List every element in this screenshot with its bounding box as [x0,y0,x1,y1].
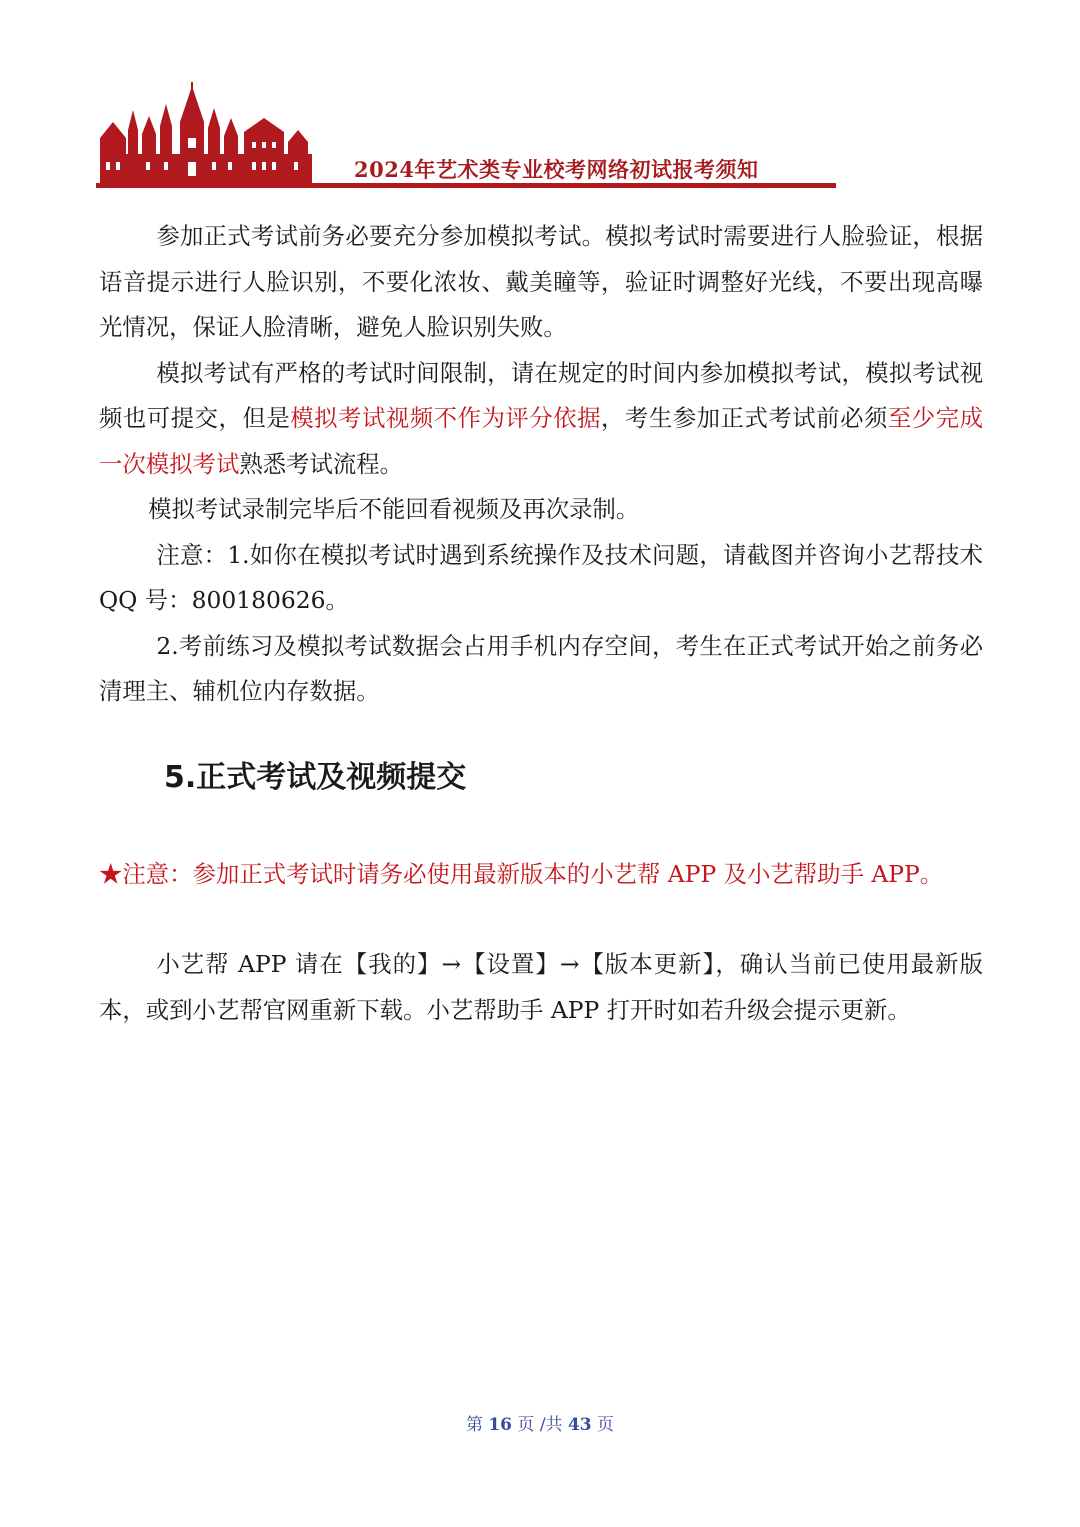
paragraph-text: ，考生参加正式考试前必须 [601,404,888,432]
paragraph-update-instructions: 小艺帮 APP 请在【我的】→【设置】→【版本更新】，确认当前已使用最新版本，或到小艺帮官网重新下载。小艺帮助手 APP 打开时如若升级会提示更新。 [99,950,983,1024]
paragraph-text: 熟悉考试流程。 [239,449,404,478]
paragraph-mock-exam-time-limit [99,351,983,488]
paragraph-text: 注意：1.如你在模拟考试时遇到系统操作及技术问题，请截图并咨询小艺帮技术 QQ 号：800180626。 [99,540,983,614]
current-page-number: 16 [488,1415,513,1435]
footer-label: 页 [597,1415,615,1435]
paragraph-text: 模拟考试有严格的考试时间限制，请在规定的时间内参加模拟考试，模拟考试视频也可提交，但是 [99,358,983,432]
footer-label: /共 [539,1415,563,1435]
header-divider [96,183,836,188]
highlight-complete-once: 至少完成一次模拟考试 [99,404,984,478]
castle-skyline-logo [96,82,326,188]
paragraph-text: 模拟考试录制完毕后不能回看视频及再次录制。 [148,495,640,523]
paragraph-no-replay [99,487,983,533]
notice-latest-version: ★注意：参加正式考试时请务必使用最新版本的小艺帮 APP 及小艺帮助手 APP。 [99,860,944,888]
intro-section [99,214,983,715]
highlight-not-scored: 模拟考试视频不作为评分依据 [290,404,602,432]
total-page-number: 43 [567,1415,592,1435]
paragraph-mock-exam-verification [99,214,983,351]
paragraph-text: 2.考前练习及模拟考试数据会占用手机内存空间，考生在正式考试开始之前务必清理主、辅机位内存数据。 [99,631,983,705]
document-header-title: 2024年艺术类专业校考网络初试报考须知 [354,157,759,182]
page-header [96,82,836,192]
page-footer [0,1410,1080,1435]
paragraph-note-memory [99,624,983,715]
paragraph-text: 参加正式考试前务必要充分参加模拟考试。模拟考试时需要进行人脸验证，根据语音提示进行人脸识别，不要化浓妆、戴美瞳等，验证时调整好光线，不要出现高曝光情况，保证人脸清晰，避免人脸识别失败。 [99,222,983,341]
paragraph-note-tech-support [99,533,983,624]
footer-label: 页 [517,1415,535,1435]
section-heading: 5.正式考试及视频提交 [164,760,467,795]
footer-label: 第 [465,1415,483,1435]
update-instructions-section [99,942,983,1033]
